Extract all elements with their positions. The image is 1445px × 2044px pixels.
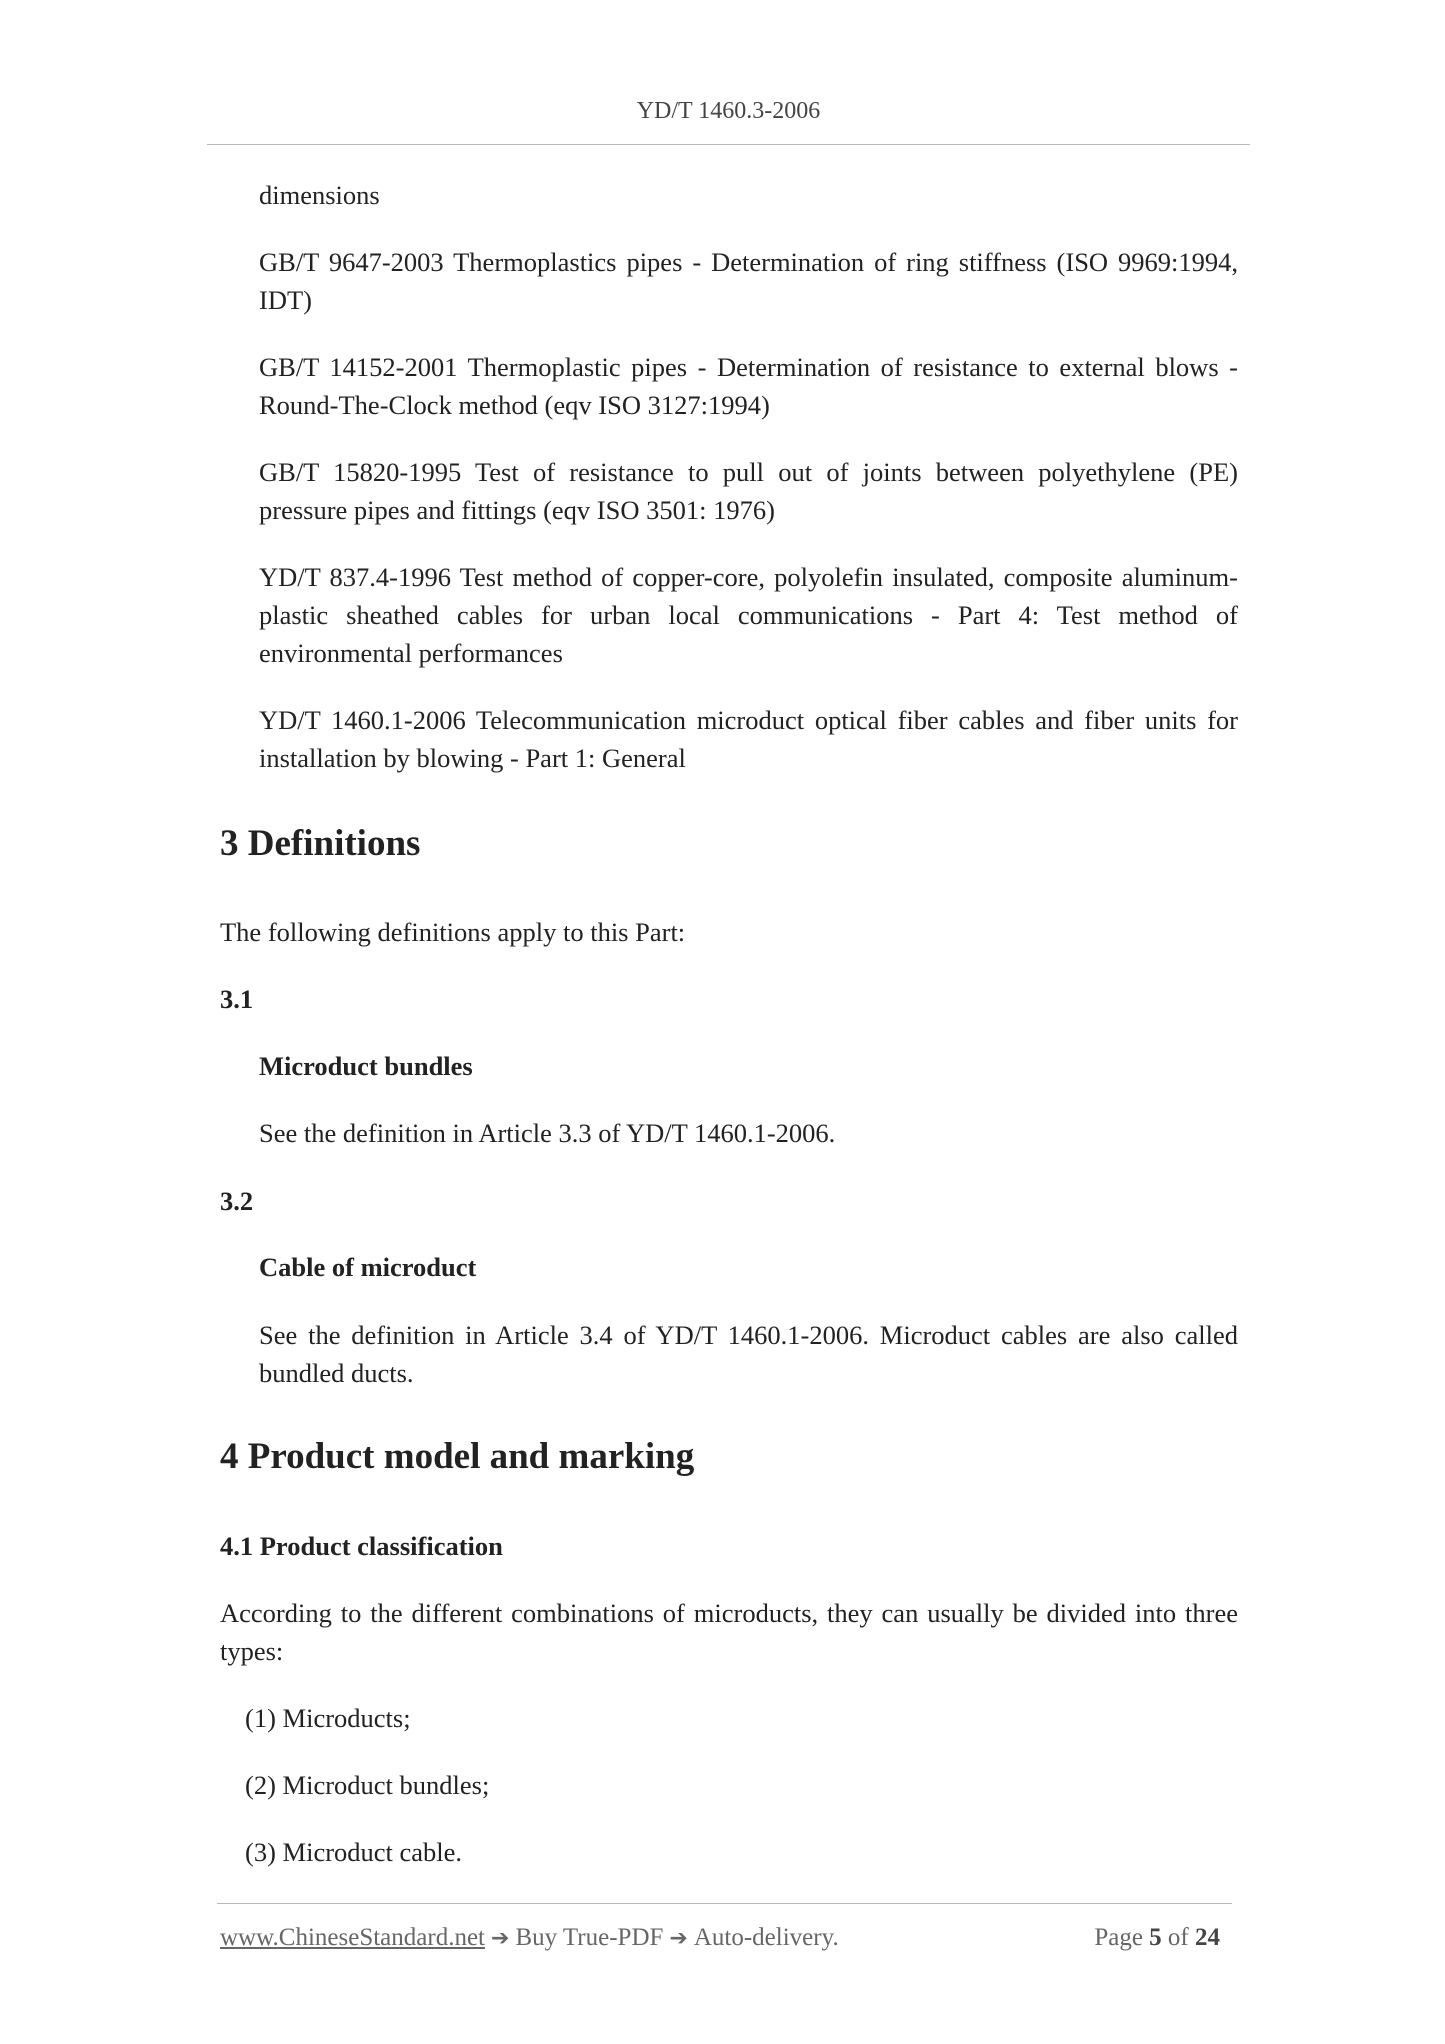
auto-delivery-text: Auto-delivery. bbox=[693, 1924, 839, 1951]
ref-ydt-837-4: YD/T 837.4-1996 Test method of copper-core, polyolefin insulated, composite aluminum-plastic sheathed cables for urban local communications - Part 4: Test method of environmental performances bbox=[259, 562, 1238, 668]
ref-gbt-9647: GB/T 9647-2003 Thermoplastics pipes - Determination of ring stiffness (ISO 9969:1994, IDT) bbox=[259, 247, 1238, 315]
ref-gbt-15820: GB/T 15820-1995 Test of resistance to pull out of joints between polyethylene (PE) pressure pipes and fittings (eqv ISO 3501: 1976) bbox=[259, 457, 1238, 525]
arrow-right-icon: ➔ bbox=[669, 1926, 688, 1951]
def-3-1-term: Microduct bundles bbox=[259, 1051, 473, 1081]
section-3-heading: 3 Definitions bbox=[220, 823, 421, 864]
section-4-heading: 4 Product model and marking bbox=[220, 1436, 695, 1477]
list-item: (3) Microduct cable. bbox=[245, 1837, 463, 1867]
def-3-2-number: 3.2 bbox=[220, 1186, 254, 1216]
current-page: 5 bbox=[1149, 1924, 1162, 1951]
list-item: (2) Microduct bundles; bbox=[245, 1770, 490, 1800]
def-3-1-number: 3.1 bbox=[220, 984, 254, 1014]
section-4-1-intro: According to the different combinations of microducts, they can usually be divided into three types: bbox=[220, 1598, 1238, 1666]
site-link[interactable]: www.ChineseStandard.net bbox=[220, 1924, 485, 1951]
footer-divider bbox=[217, 1903, 1232, 1904]
page-number bbox=[1094, 1924, 1232, 1952]
page-label: Page bbox=[1094, 1924, 1143, 1951]
ref-continuation: dimensions bbox=[259, 180, 380, 210]
of-label: of bbox=[1167, 1924, 1189, 1951]
section-4-1-heading: 4.1 Product classification bbox=[220, 1531, 503, 1561]
buy-pdf-text: Buy True-PDF bbox=[515, 1924, 664, 1951]
arrow-right-icon: ➔ bbox=[491, 1926, 510, 1951]
running-header: YD/T 1460.3-2006 bbox=[636, 98, 821, 124]
total-pages: 24 bbox=[1195, 1924, 1220, 1951]
ref-ydt-1460-1: YD/T 1460.1-2006 Telecommunication microduct optical fiber cables and fiber units for installation by blowing - Part 1: General bbox=[259, 705, 1238, 773]
def-3-2-text: See the definition in Article 3.4 of YD/T 1460.1-2006. Microduct cables are also called bundled ducts. bbox=[259, 1320, 1238, 1388]
list-item: (1) Microducts; bbox=[245, 1703, 411, 1733]
footer-left bbox=[220, 1924, 839, 1952]
def-3-2-term: Cable of microduct bbox=[259, 1252, 477, 1282]
section-3-intro: The following definitions apply to this Part: bbox=[220, 917, 686, 947]
page-footer bbox=[220, 1924, 1232, 1952]
ref-gbt-14152: GB/T 14152-2001 Thermoplastic pipes - Determination of resistance to external blows - Round-The-Clock method (eqv ISO 3127:1994) bbox=[259, 352, 1238, 420]
def-3-1-text: See the definition in Article 3.3 of YD/T 1460.1-2006. bbox=[259, 1118, 836, 1148]
header-divider bbox=[207, 144, 1250, 145]
